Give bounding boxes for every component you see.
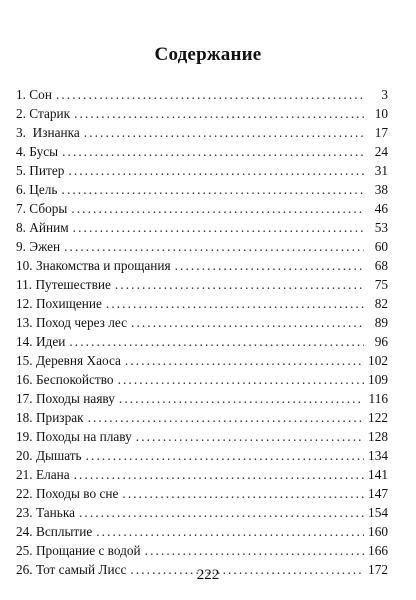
toc-entry-label: 15. Деревня Хаоса [16,353,121,368]
toc-leader-dots [145,541,364,560]
toc-entry-23 [16,503,388,522]
toc-leader-dots [74,465,364,484]
toc-entry-label: 8. Айним [16,220,69,235]
toc-entry-13 [16,313,388,332]
toc-entry-page: 116 [368,391,388,406]
toc-entry-page: 166 [368,543,388,558]
toc-entry-page: 96 [374,334,388,349]
toc-entry-label: 16. Беспокойство [16,372,114,387]
toc-entry-label: 17. Походы наяву [16,391,115,406]
toc-entry-label: 10. Знакомства и прощания [16,258,171,273]
toc-entry-6 [16,180,388,199]
toc-leader-dots [119,389,364,408]
toc-entry-label: 13. Поход через лес [16,315,128,330]
toc-entry-20 [16,446,388,465]
toc-leader-dots [86,446,364,465]
toc-leader-dots [118,370,364,389]
toc-entry-label: 22. Походы во сне [16,486,119,501]
toc-leader-dots [71,199,364,218]
toc-entry-label: 6. Цель [16,182,58,197]
toc-entry-17 [16,389,388,408]
toc-entry-label: 20. Дышать [16,448,82,463]
toc-entry-16 [16,370,388,389]
toc-entry-14 [16,332,388,351]
toc-leader-dots [115,275,364,294]
toc-leader-dots [68,161,364,180]
page-number: 222 [196,567,220,583]
toc-leader-dots [131,313,364,332]
toc-entry-label: 11. Путешествие [16,277,111,292]
toc-leader-dots [122,484,364,503]
toc-leader-dots [73,218,364,237]
toc-entry-1 [16,85,388,104]
toc-entry-label: 2. Старик [16,106,71,121]
toc-entry-label: 1. Сон [16,87,52,102]
toc-leader-dots [56,85,364,104]
toc-leader-dots [84,123,364,142]
toc-entry-page: 68 [374,258,388,273]
toc-entry-label: 4. Бусы [16,144,59,159]
toc-entry-page: 154 [368,505,388,520]
toc-entry-8 [16,218,388,237]
toc-entry-label: 23. Танька [16,505,75,520]
toc-entry-label: 3. Изнанка [16,125,80,140]
toc-entry-label: 25. Прощание с водой [16,543,141,558]
toc-entry-page: 160 [368,524,388,539]
toc-entry-19 [16,427,388,446]
toc-leader-dots [175,256,364,275]
toc-entry-7 [16,199,388,218]
toc-entry-page: 109 [368,372,388,387]
toc-leader-dots [106,294,364,313]
toc-entry-label: 12. Похищение [16,296,102,311]
toc-entry-label: 21. Елана [16,467,70,482]
toc-entry-9 [16,237,388,256]
toc-entry-page: 89 [374,315,388,330]
toc-entry-page: 141 [368,467,388,482]
toc-entry-15 [16,351,388,370]
toc-entry-label: 18. Призрак [16,410,84,425]
toc-entry-22 [16,484,388,503]
toc-entry-page: 82 [374,296,388,311]
toc-entry-page: 60 [374,239,388,254]
toc-entry-label: 9. Эжен [16,239,61,254]
toc-entry-label: 7. Сборы [16,201,68,216]
toc-leader-dots [62,180,364,199]
toc-entry-4 [16,142,388,161]
toc-entry-5 [16,161,388,180]
toc-entry-page: 10 [374,106,388,121]
toc-leader-dots [88,408,364,427]
toc-entry-page: 46 [374,201,388,216]
toc-leader-dots [64,237,364,256]
toc-entry-page: 38 [374,182,388,197]
toc-entry-label: 26. Тот самый Лисс [16,562,127,577]
table-of-contents [16,85,388,579]
toc-leader-dots [62,142,364,161]
toc-entry-page: 172 [368,562,388,577]
toc-leader-dots [125,351,364,370]
toc-entry-page: 53 [374,220,388,235]
toc-entry-10 [16,256,388,275]
toc-entry-page: 3 [381,87,388,102]
toc-entry-25 [16,541,388,560]
toc-entry-page: 102 [368,353,388,368]
toc-leader-dots [79,503,364,522]
toc-entry-page: 134 [368,448,388,463]
toc-entry-12 [16,294,388,313]
toc-entry-page: 75 [374,277,388,292]
toc-entry-page: 31 [374,163,388,178]
toc-entry-page: 122 [368,410,388,425]
toc-entry-page: 17 [374,125,388,140]
page-title: Содержание [154,44,262,65]
toc-leader-dots [136,427,364,446]
toc-entry-page: 128 [368,429,388,444]
toc-entry-label: 19. Походы на плаву [16,429,132,444]
toc-entry-21 [16,465,388,484]
toc-entry-page: 24 [374,144,388,159]
toc-entry-page: 147 [368,486,388,501]
toc-entry-label: 5. Питер [16,163,65,178]
toc-entry-3 [16,123,388,142]
toc-entry-label: 24. Всплытие [16,524,93,539]
toc-entry-24 [16,522,388,541]
toc-entry-11 [16,275,388,294]
toc-entry-label: 14. Идеи [16,334,66,349]
toc-leader-dots [69,332,364,351]
toc-leader-dots [96,522,364,541]
toc-entry-18 [16,408,388,427]
toc-entry-2 [16,104,388,123]
toc-leader-dots [74,104,364,123]
